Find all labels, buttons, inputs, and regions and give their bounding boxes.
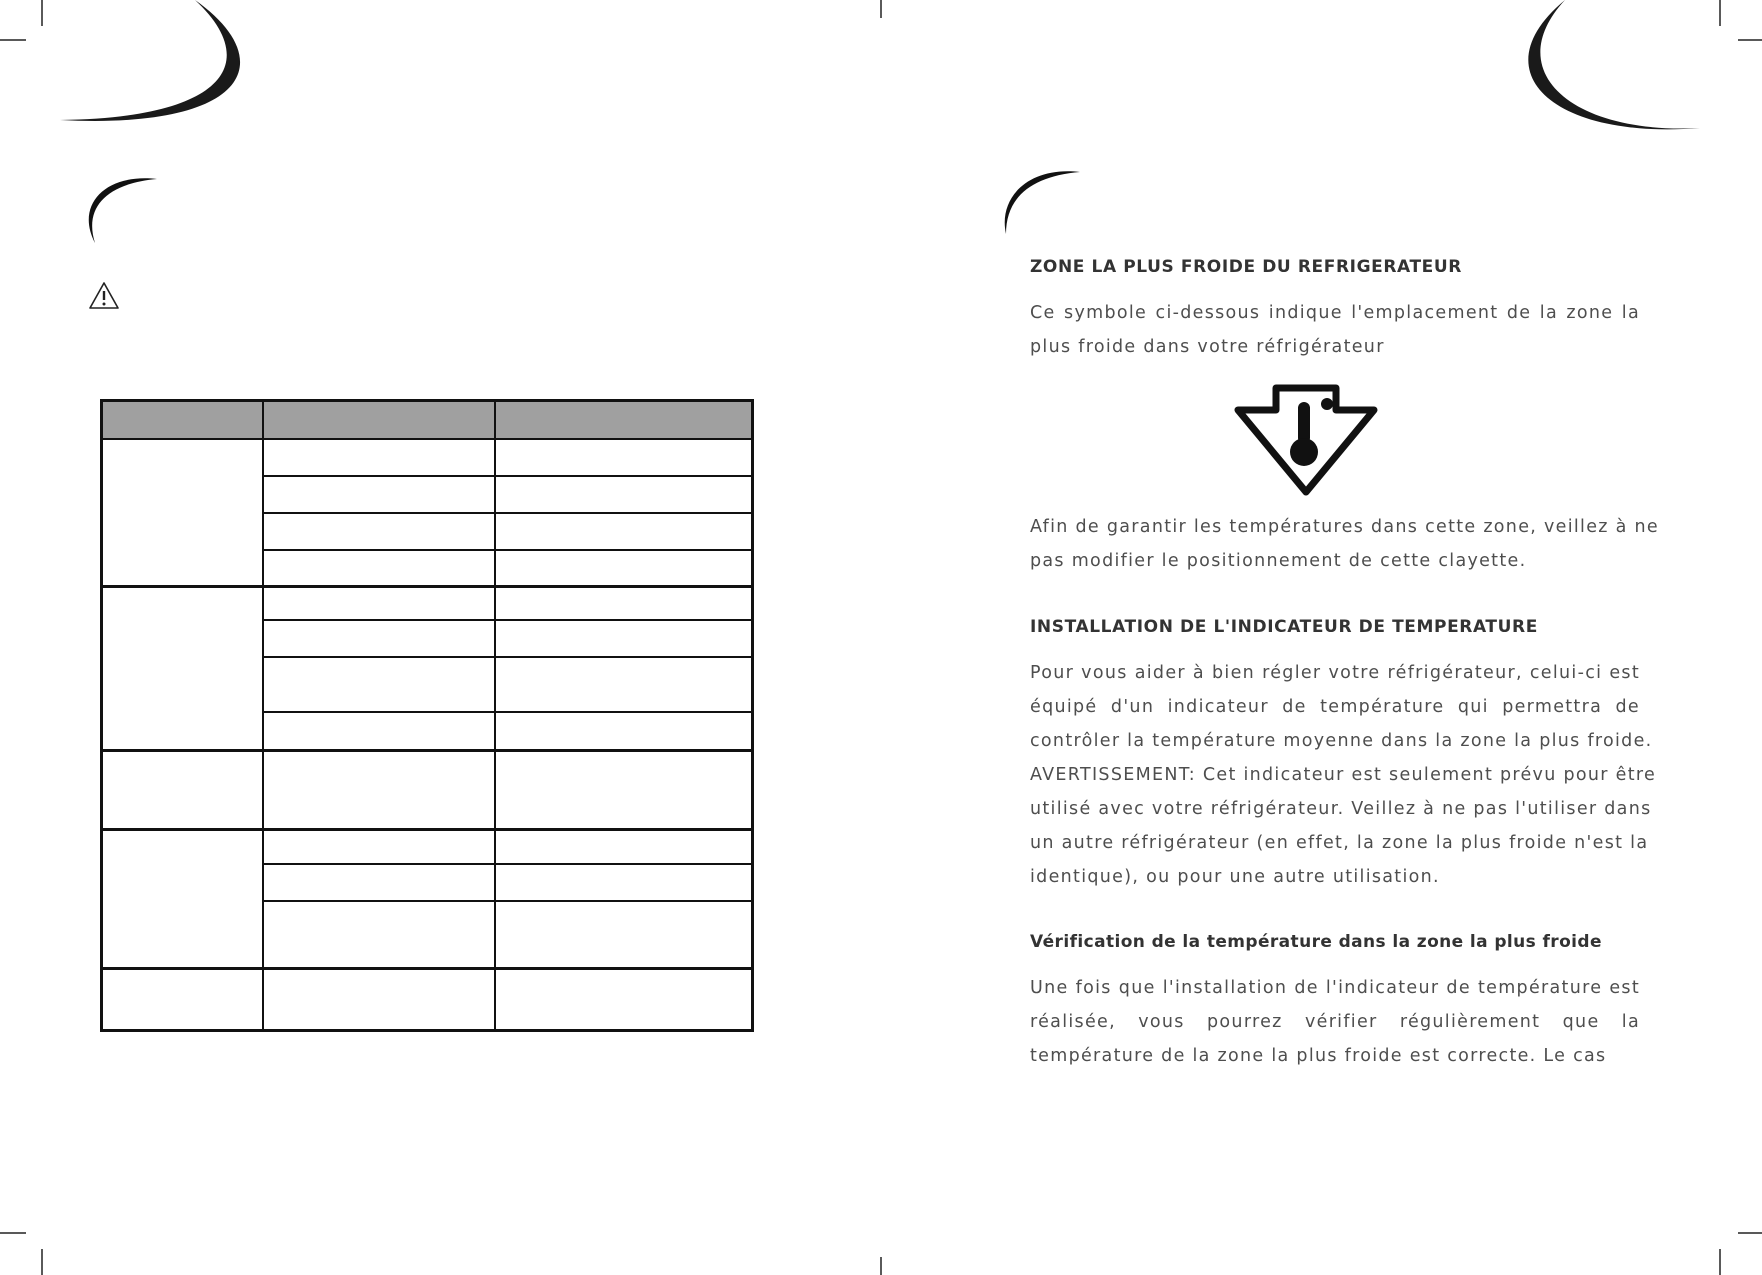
table-row-divider [263,619,751,621]
table-row-divider [263,863,751,865]
specification-table [100,399,754,1032]
text-line: utilisé avec votre réfrigérateur. Veillez à ne pas l'utiliser dans [1030,799,1652,819]
table-header-row [103,402,751,440]
paragraph-coldest-zone [1030,296,1640,364]
table-group-divider [103,749,751,752]
text-line: Ce symbole ci-dessous indique l'emplacement de la zone la [1030,303,1640,323]
heading-temperature-check: Vérification de la température dans la zone la plus froide [1030,932,1602,952]
cold-zone-symbol-icon [1232,384,1380,496]
text-line: plus froide dans votre réfrigérateur [1030,337,1385,357]
text-line: Une fois que l'installation de l'indicateur de température est [1030,978,1640,998]
section-swoosh-left [75,175,165,255]
table-group-divider [103,828,751,831]
text-line: équipé d'un indicateur de température qui permettra de [1030,697,1640,717]
text-line: pas modifier le positionnement de cette clayette. [1030,551,1527,571]
table-row-divider [263,711,751,713]
paragraph-indicator-installation [1030,656,1657,894]
text-line: AVERTISSEMENT: Cet indicateur est seulement prévu pour être [1030,765,1657,785]
table-column-divider [262,402,264,1029]
table-group-divider [103,967,751,970]
heading-indicator-installation: INSTALLATION DE L'INDICATEUR DE TEMPERATURE [1030,617,1538,637]
heading-coldest-zone: ZONE LA PLUS FROIDE DU REFRIGERATEUR [1030,257,1462,277]
corner-swoosh-top-left [50,0,290,140]
table-row-divider [263,475,751,477]
text-line: contrôler la température moyenne dans la zone la plus froide. [1030,731,1653,751]
table-row-divider [263,656,751,658]
paragraph-temperature-check [1030,971,1640,1073]
text-line: Pour vous aider à bien régler votre réfrigérateur, celui-ci est [1030,663,1640,683]
text-line: identique), ou pour une autre utilisation. [1030,867,1440,887]
section-swoosh-right [998,168,1088,248]
table-row-divider [263,549,751,551]
text-line: réalisée, vous pourrez vérifier régulièrement que la [1030,1012,1640,1032]
table-row-divider [263,512,751,514]
corner-swoosh-top-right [1530,0,1762,140]
table-row-divider [263,900,751,902]
text-line: Afin de garantir les températures dans cette zone, veillez à ne [1030,517,1659,537]
paragraph-shelf-position [1030,510,1659,578]
table-column-divider [494,402,496,1029]
warning-triangle-icon [88,281,120,311]
text-line: un autre réfrigérateur (en effet, la zone la plus froide n'est la [1030,833,1649,853]
text-line: température de la zone la plus froide est correcte. Le cas [1030,1046,1607,1066]
table-group-divider [103,585,751,588]
